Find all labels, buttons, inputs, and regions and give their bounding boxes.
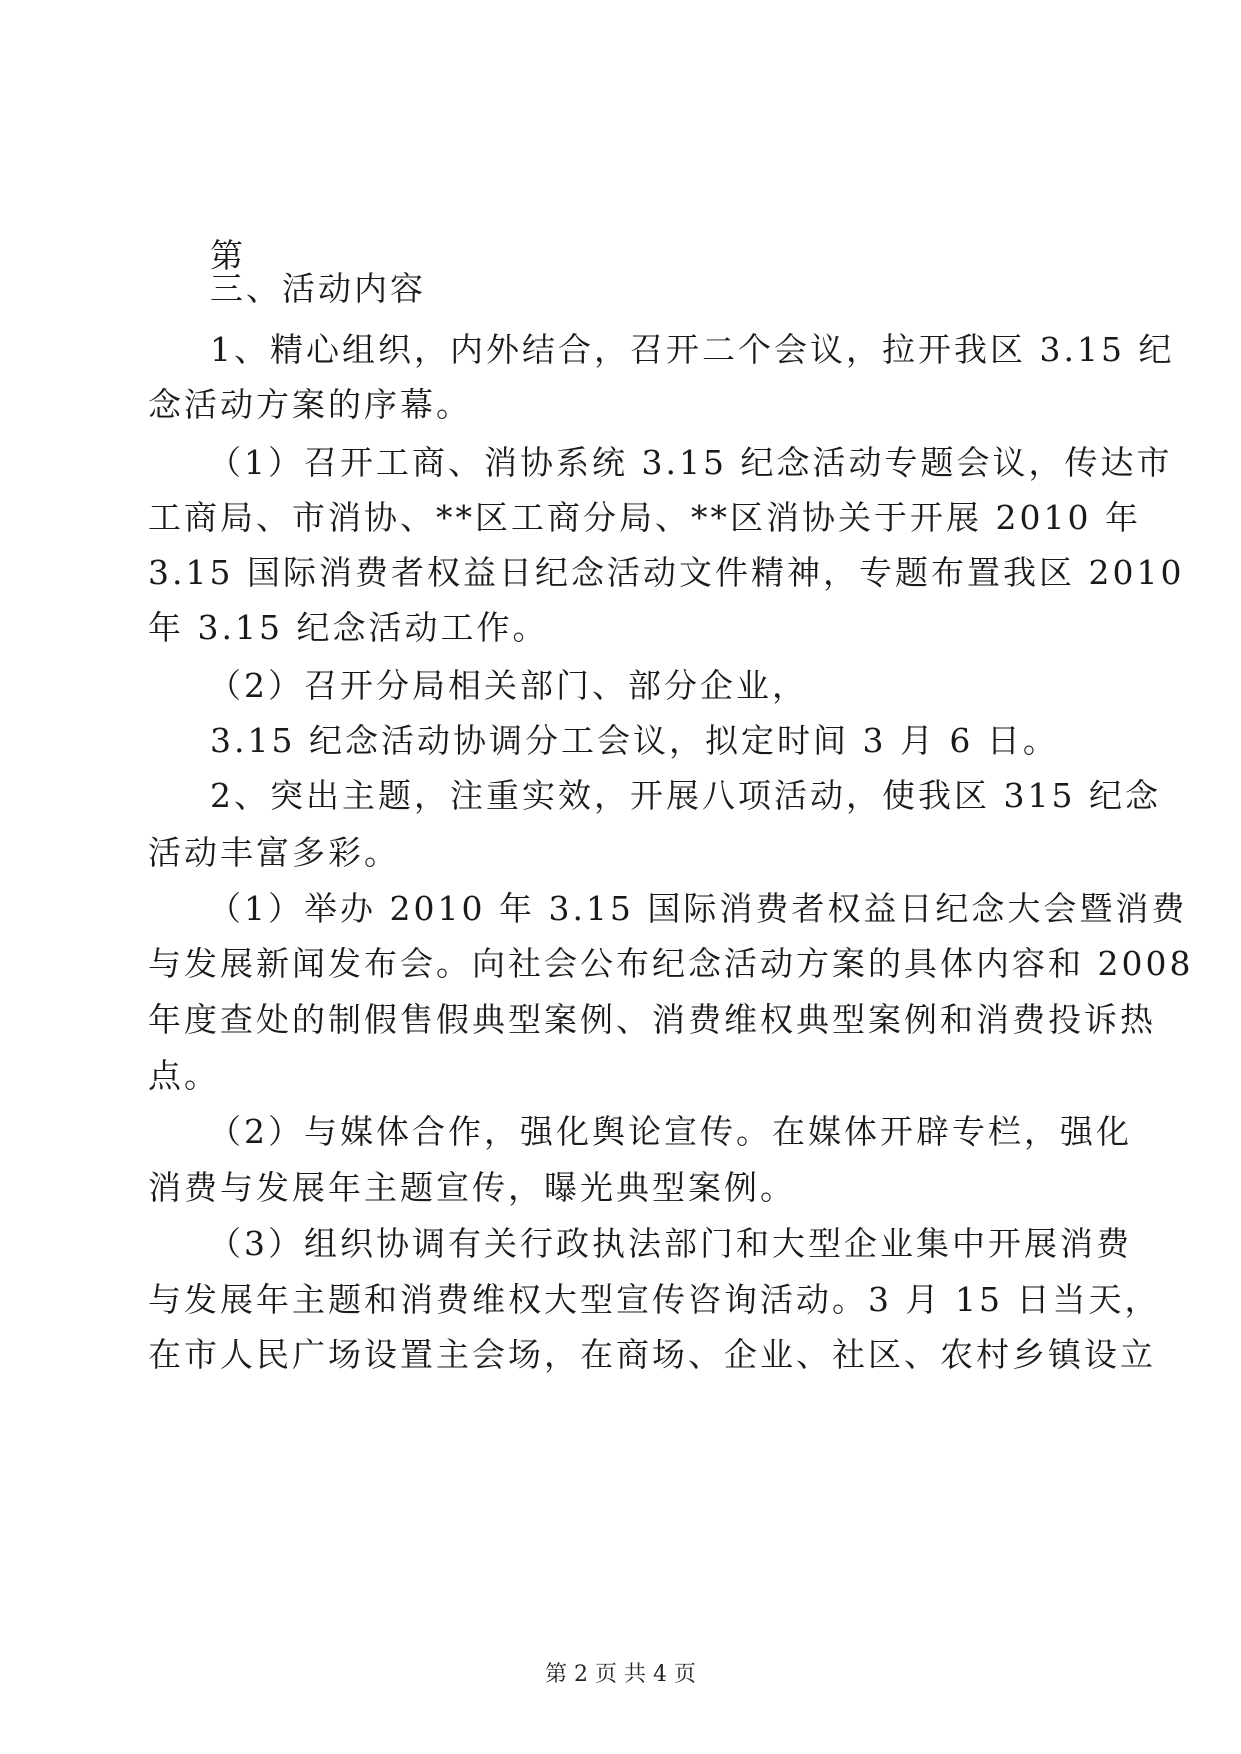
text-line: 消费与发展年主题宣传，曝光典型案例。 — [148, 1168, 796, 1207]
text-line: 与发展年主题和消费维权大型宣传咨询活动。3 月 15 日当天， — [148, 1280, 1161, 1319]
text-line: （1）召开工商、消协系统 3.15 纪念活动专题会议，传达市 — [208, 443, 1173, 482]
text-line: 与发展新闻发布会。向社会公布纪念活动方案的具体内容和 2008 — [148, 944, 1194, 983]
text-line: 年 3.15 纪念活动工作。 — [148, 608, 549, 647]
text-line: （3）组织协调有关行政执法部门和大型企业集中开展消费 — [208, 1224, 1132, 1263]
text-line: 点。 — [148, 1056, 220, 1095]
text-line: 年度查处的制假售假典型案例、消费维权典型案例和消费投诉热 — [148, 1000, 1156, 1039]
text-line: 第 — [210, 236, 246, 275]
text-line: 1、精心组织，内外结合，召开二个会议，拉开我区 3.15 纪 — [210, 330, 1175, 369]
section-heading: 三、活动内容 — [210, 269, 426, 308]
text-line: 在市人民广场设置主会场，在商场、企业、社区、农村乡镇设立 — [148, 1335, 1156, 1374]
text-line: 3.15 国际消费者权益日纪念活动文件精神，专题布置我区 2010 — [148, 553, 1185, 592]
text-line: （1）举办 2010 年 3.15 国际消费者权益日纪念大会暨消费 — [208, 889, 1188, 928]
text-line: 2、突出主题，注重实效，开展八项活动，使我区 315 纪念 — [210, 776, 1161, 815]
text-line: 3.15 纪念活动协调分工会议，拟定时间 3 月 6 日。 — [210, 721, 1059, 760]
text-line: 活动丰富多彩。 — [148, 833, 400, 872]
page-number-footer: 第 2 页 共 4 页 — [545, 1662, 696, 1687]
text-line: （2）与媒体合作，强化舆论宣传。在媒体开辟专栏，强化 — [208, 1112, 1132, 1151]
text-line: （2）召开分局相关部门、部分企业， — [208, 666, 808, 705]
text-line: 工商局、市消协、**区工商分局、**区消协关于开展 2010 年 — [148, 498, 1141, 537]
text-line: 念活动方案的序幕。 — [148, 385, 472, 424]
